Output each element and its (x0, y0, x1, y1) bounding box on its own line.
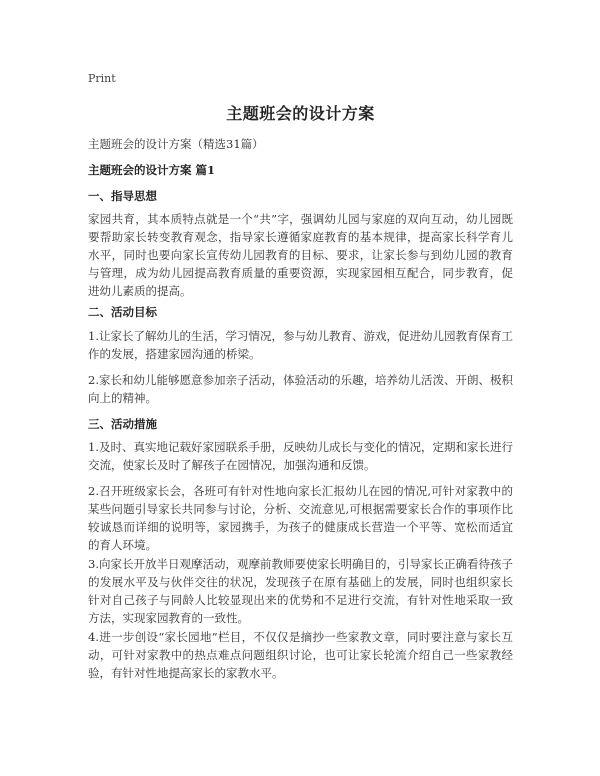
paragraph: 2.家长和幼儿能够愿意参加亲子活动，体验活动的乐趣，培养幼儿活泼、开朗、极积向上的精神。 (88, 373, 513, 405)
document-title: 主题班会的设计方案 (226, 104, 375, 123)
part-title: 主题班会的设计方案 篇1 (88, 163, 216, 177)
paragraph: 4.进一步创设“家长园地”栏目，不仅仅是摘抄一些家教文章，同时要注意与家长互动，可针对家教中的热点难点问题组织讨论，也可让家长轮流介绍自己一些家教经验，有针对性地提高家长的家教水平。 (88, 630, 513, 680)
section-heading-guiding-ideology: 一、指导思想 (88, 189, 157, 203)
print-label[interactable]: Print (88, 72, 116, 85)
paragraph: 1.让家长了解幼儿的生活，学习情况，参与幼儿教育、游戏，促进幼儿园教育保育工作的发展，搭建家园沟通的桥梁。 (88, 329, 513, 361)
section-heading-activity-measures: 三、活动措施 (88, 417, 157, 431)
paragraph: 1.及时、真实地记载好家园联系手册，反映幼儿成长与变化的情况，定期和家长进行交流，使家长及时了解孩子在园情况，加强沟通和反馈。 (88, 440, 513, 472)
paragraph: 2.召开班级家长会，各班可有针对性地向家长汇报幼儿在园的情况,可针对家教中的某些问题引导家长共同参与讨论，分析、交流意见,可根据需要家长合作的事项作比较诚恳而详细的说明等，家园携手，为孩子的健康成长营造一个平等、宽松而适宜的育人环境。 (88, 484, 513, 552)
section-heading-activity-goals: 二、活动目标 (88, 305, 157, 319)
paragraph: 3.向家长开放半日观摩活动，观摩前教师要使家长明确目的，引导家长正确看待孩子的发展水平及与伙伴交往的状况，发现孩子在原有基础上的发展，同时也组织家长针对自己孩子与同龄人比较显现出来的优势和不足进行交流，有针对性地采取一致方法，实现家园教育的一致性。 (88, 557, 513, 625)
paragraph: 家园共育，其本质特点就是一个“共”字，强调幼儿园与家庭的双向互动，幼儿园既要帮助家长转变教育观念，指导家长遵循家庭教育的基本规律，提高家长科学育儿水平，同时也要向家长宣传幼儿园教育的目标、要求，让家长参与到幼儿园的教育与管理，成为幼儿园提高教育质量的重要资源，实现家园相互配合，同步教育，促进幼儿素质的提高。 (88, 212, 513, 298)
document-subtitle: 主题班会的设计方案（精选31篇） (88, 137, 264, 151)
